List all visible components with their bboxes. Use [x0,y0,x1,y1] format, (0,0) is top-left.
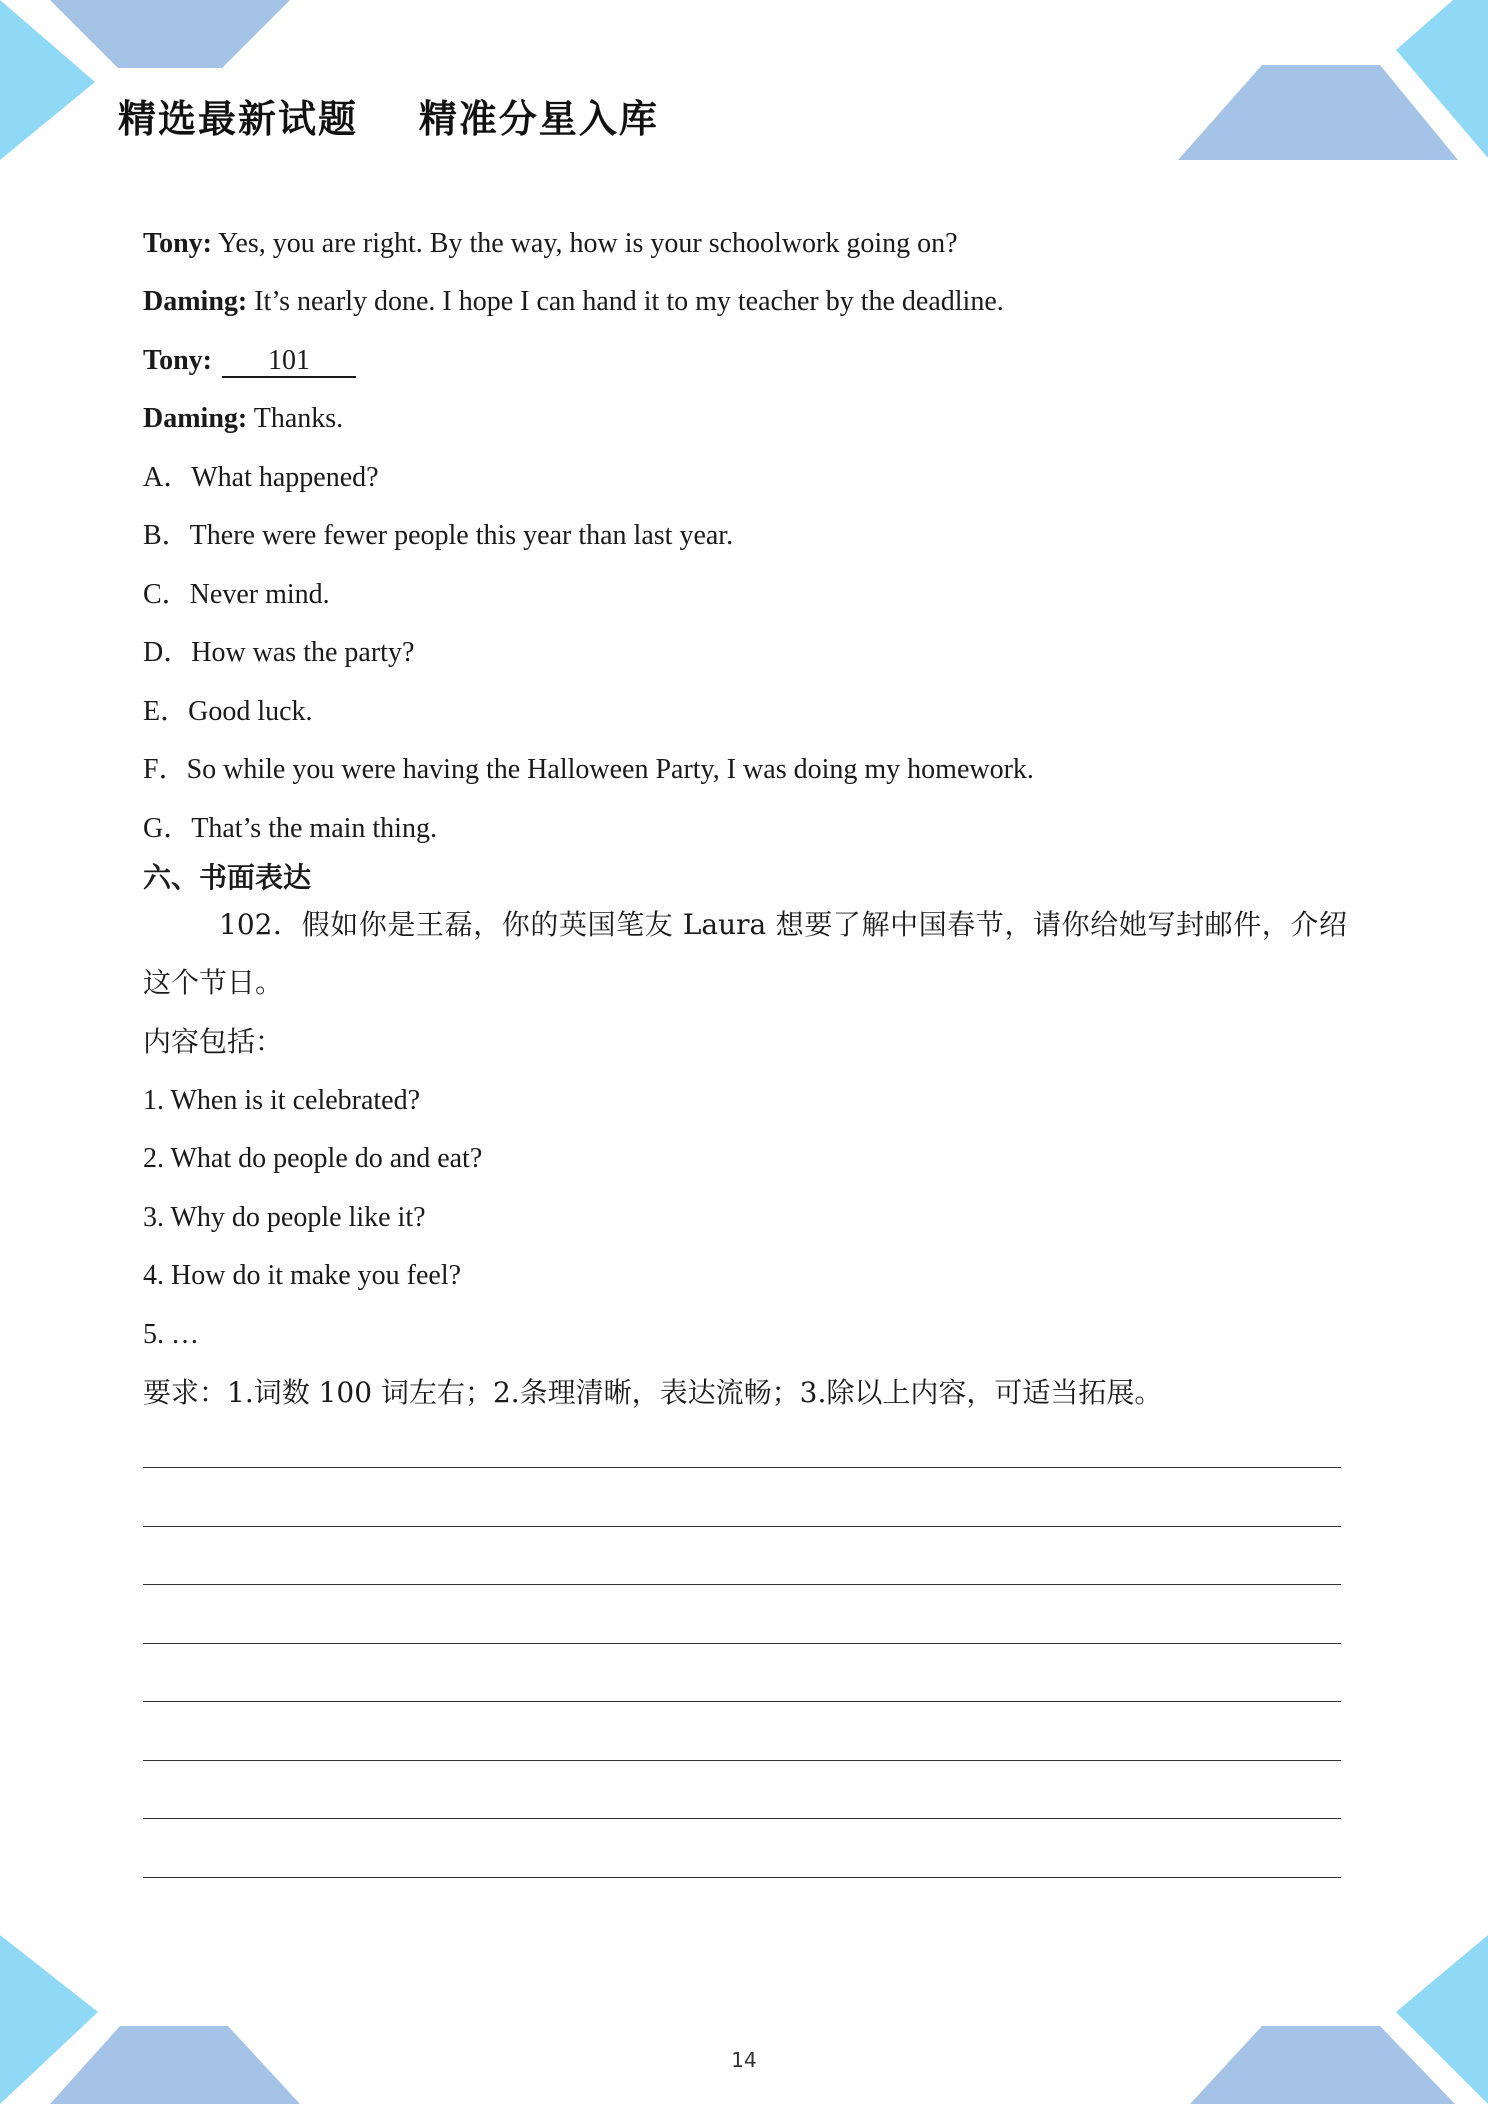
dialogue-line [143,343,356,379]
option-d: D．How was the party? [143,637,415,668]
writing-line[interactable] [143,1643,1341,1644]
dialogue-line [143,401,343,437]
option-c: C．Never mind. [143,579,330,610]
dialogue-text: Thanks. [247,403,344,434]
question-item: 1. When is it celebrated? [143,1085,421,1116]
writing-line[interactable] [143,1584,1341,1585]
bottom-right-triangle [1396,1935,1488,2104]
section-heading: 六、书面表达 [143,861,312,894]
speaker-name: Tony: [143,345,213,376]
question-item: 3. Why do people like it? [143,1202,426,1233]
option-e: E．Good luck. [143,696,313,727]
option-a: A．What happened? [143,462,379,493]
writing-line[interactable] [143,1467,1341,1468]
speaker-name: Daming: [143,403,248,434]
writing-line[interactable] [143,1877,1341,1878]
header-title: 精选最新试题 精准分星入库 [118,97,659,141]
question-item: 2. What do people do and eat? [143,1143,483,1174]
writing-prompt: 102．假如你是王磊，你的英国笔友 Laura 想要了解中国春节，请你给她写封邮件，介绍这个节日。 [143,908,1347,999]
top-right-triangle [1396,0,1488,158]
speaker-name: Daming: [143,286,248,317]
top-left-triangle [0,0,95,160]
answer-blank-101[interactable]: 101 [222,346,356,378]
option-f: F．So while you were having the Halloween Party, I was doing my homework. [143,754,1034,785]
writing-line[interactable] [143,1526,1341,1527]
speaker-name: Tony: [143,228,213,259]
option-g: G．That’s the main thing. [143,813,437,844]
top-right-trapezoid [1178,65,1458,160]
requirements: 要求：1.词数 100 词左右；2.条理清晰，表达流畅；3.除以上内容，可适当拓展。 [143,1376,1163,1409]
page-number: 14 [731,2048,757,2072]
dialogue-text: Yes, you are right. By the way, how is your schoolwork going on? [212,228,958,259]
question-item: 5. … [143,1319,199,1350]
writing-line[interactable] [143,1818,1341,1819]
top-left-trapezoid [50,0,290,68]
content-label: 内容包括： [143,1025,284,1058]
dialogue-line [143,226,958,262]
dialogue-text: It’s nearly done. I hope I can hand it to my teacher by the deadline. [247,286,1004,317]
writing-line[interactable] [143,1701,1341,1702]
option-b: B．There were fewer people this year than last year. [143,520,734,551]
dialogue-line [143,284,1004,320]
bottom-left-triangle [0,1935,98,2104]
question-item: 4. How do it make you feel? [143,1260,462,1291]
writing-line[interactable] [143,1760,1341,1761]
